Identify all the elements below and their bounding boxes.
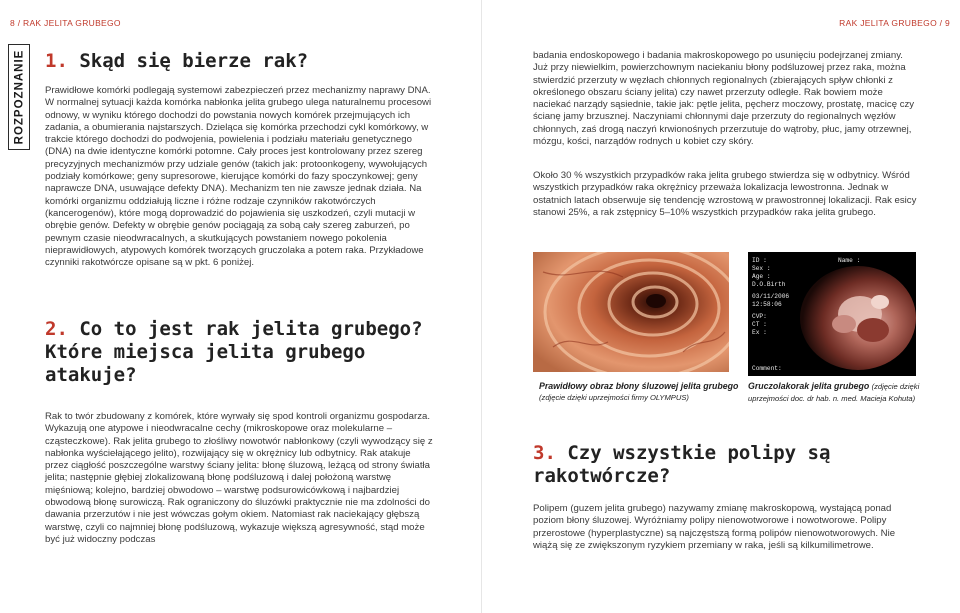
section-tab	[8, 44, 30, 150]
page-gutter	[481, 0, 482, 613]
overlay-dob: D.O.Birth	[752, 281, 786, 288]
section2-title: Co to jest rak jelita grubego? Które miejsca jelita grubego atakuje?	[45, 318, 423, 386]
section3-number: 3.	[533, 442, 556, 464]
photo2-caption-credit-part1: (zdjęcie dzięki	[871, 382, 920, 391]
overlay-ex: Ex :	[752, 329, 767, 336]
overlay-sex: Sex :	[752, 265, 771, 272]
photo1-caption-title: Prawidłowy obraz błony śluzowej jelita grubego	[539, 381, 739, 391]
photo1-caption	[539, 381, 739, 403]
section3-heading	[533, 442, 863, 488]
right-column-para1: badania endoskopowego i badania makroskopowego po usunięciu podejrzanej zmiany. Już przy niewielkim, powierzchownym naciekaniu błony podśluzowej przez raka, można stwierdzić przerzuty w węzłach chłonnych regionalnych (zbierających spływ chłonki z określonego obszaru ściany jelita) czy nawet przerzuty odległe. Rak bowiem może naciekać narządy sąsiednie, takie jak: pętle jelita, pęcherz moczowy, prostatę, macicę czy ścianę jamy brzusznej. Naczyniami chłonnymi daje przerzuty do regionalnych węzłów chłonnych, zaś drogą naczyń krwionośnych przerzutuje do wątroby, płuc, jamy otrzewnej, mózgu, kości, narządów rodnych u kobiet czy skóry.	[533, 50, 915, 148]
photo2-caption	[748, 381, 948, 404]
overlay-ct: CT :	[752, 321, 767, 328]
section2-body: Rak to twór zbudowany z komórek, które wyrwały się spod kontroli organizmu gospodarza. Wykazują one atypowe i nieodwracalne cechy (mikroskopowe oraz molekularne – cząsteczkowe). Rak jelita grubego to złośliwy nowotwór nabłonkowy (czyli wywodzący się z nabłonka wyściełającego jelito), rozwijający się w okrężnicy lub odbytnicy. Rak atakuje przez ciągłość poszczególne warstwy ściany jelita: błonę śluzową, leżącą od strony światła jelita; następnie głębiej zlokalizowaną błonę podśluzową i dalej położoną warstwę mięśniową; kolejno, bardziej obwodowo – warstwę podsurowicówkową i najbardziej obwodową błonę surowiczą. Rak ograniczony do śluzówki praktycznie nie ma zdolności do dawania przerzutów i nie jest wówczas gołym okiem. Natomiast rak naciekający głębszą warstwę, czyli co najmniej błonę podśluzową, wykazuje większą agresywność, stąd może być już widoczny podczas	[45, 411, 433, 545]
photo2-caption-title: Gruczolakorak jelita grubego	[748, 381, 870, 391]
normal-colon-mucosa-image	[533, 252, 729, 372]
adenocarcinoma-endoscopy-image	[748, 252, 916, 376]
overlay-time: 12:58:06	[752, 301, 782, 308]
overlay-comment: Comment:	[752, 365, 782, 372]
overlay-cvp: CVP:	[752, 313, 767, 320]
section2-number: 2.	[45, 318, 68, 340]
section-tab-label: ROZPOZNANIE	[13, 49, 26, 145]
photo2-caption-credit-part2: uprzejmości doc. dr hab. n. med. Macieja Kohuta)	[748, 393, 916, 403]
section2-heading	[45, 318, 445, 387]
page-header-right: RAK JELITA GRUBEGO / 9	[839, 18, 950, 28]
normal-colon-mucosa-photo	[533, 252, 729, 372]
photo1-caption-credit: (zdjęcie dzięki uprzejmości firmy OLYMPUS)	[539, 392, 689, 402]
section1-title: Skąd się bierze rak?	[79, 50, 309, 72]
overlay-age: Age :	[752, 273, 771, 280]
section3-title: Czy wszystkie polipy są rakotwórcze?	[533, 442, 831, 487]
adenocarcinoma-endoscopy-photo	[748, 252, 916, 376]
section1-body: Prawidłowe komórki podlegają systemowi zabezpieczeń przez mechanizmy naprawy DNA. W normalnej sytuacji każda komórka nabłonka jelita grubego ulega naturalnemu procesowi odnowy, w wyniku którego dochodzi do powstania nowych komórek przejmujących ich zadania, a obumierania najstarszych. Dzieląca się komórka przechodzi cykl komórkowy, w trakcie którego dochodzi do podwojenia, powielenia i podziału materiału genetycznego (DNA) na dwie identyczne komórki potomne. Cały proces jest kontrolowany przez szereg precyzyjnych mechanizmów przy udziale genów (takich jak: protoonkogeny, wywołujących podziały komórkowe; geny supresorowe, kierujące komórki do fazy spoczynkowej; geny naprawcze DNA, usuwające defekty DNA). Mechanizm ten nie zawsze jednak działa. Na komórki organizmu oddziałują liczne i różne rodzaje czynników rakotwórczych (kancerogenów), które mogą doprowadzić do pojawienia się uszkodzeń, czyli mutacji w obrębie genów. Defekty w obrębie genów pociągają za sobą cały szereg zaburzeń, po pewnym czasie nieodwracalnych, a skutkujących powstaniem nowego pokolenia nieprawidłowych, atypowych komórek tworzących gruczolaka a potem raka. Przykładowe czynniki rakotwórcze opisane są w pkt. 6 poniżej.	[45, 85, 432, 269]
page-header-left: 8 / RAK JELITA GRUBEGO	[10, 18, 121, 28]
overlay-date: 03/11/2006	[752, 293, 790, 300]
section3-body: Polipem (guzem jelita grubego) nazywamy zmianę makroskopową, wystającą ponad poziom błony śluzowej. Wyróżniamy polipy nienowotworowe i nowotworowe. Polipy przerostowe (hyperplastyczne) są najczęstszą formą polipów nienowotworowych. Nie wiążą się ze zwiększonym ryzykiem przemiany w raka, jeśli są kilkumilimetrowe.	[533, 503, 896, 551]
section1-heading	[45, 50, 465, 73]
right-column-para2: Około 30 % wszystkich przypadków raka jelita grubego stwierdza się w odbytnicy. Wśród wszystkich przypadków raka okrężnicy przeważa lokalizacja lewostronna. Jednak w ostatnich latach obserwuje się tendencję wzrostową w prawostronnej lokalizacji. Rak esicy stanowi 25%, a rak zstępnicy 5–10% wszystkich przypadków raka jelita grubego.	[533, 170, 917, 218]
section1-number: 1.	[45, 50, 68, 72]
overlay-id: ID :	[752, 257, 767, 264]
overlay-name: Name :	[838, 257, 861, 264]
